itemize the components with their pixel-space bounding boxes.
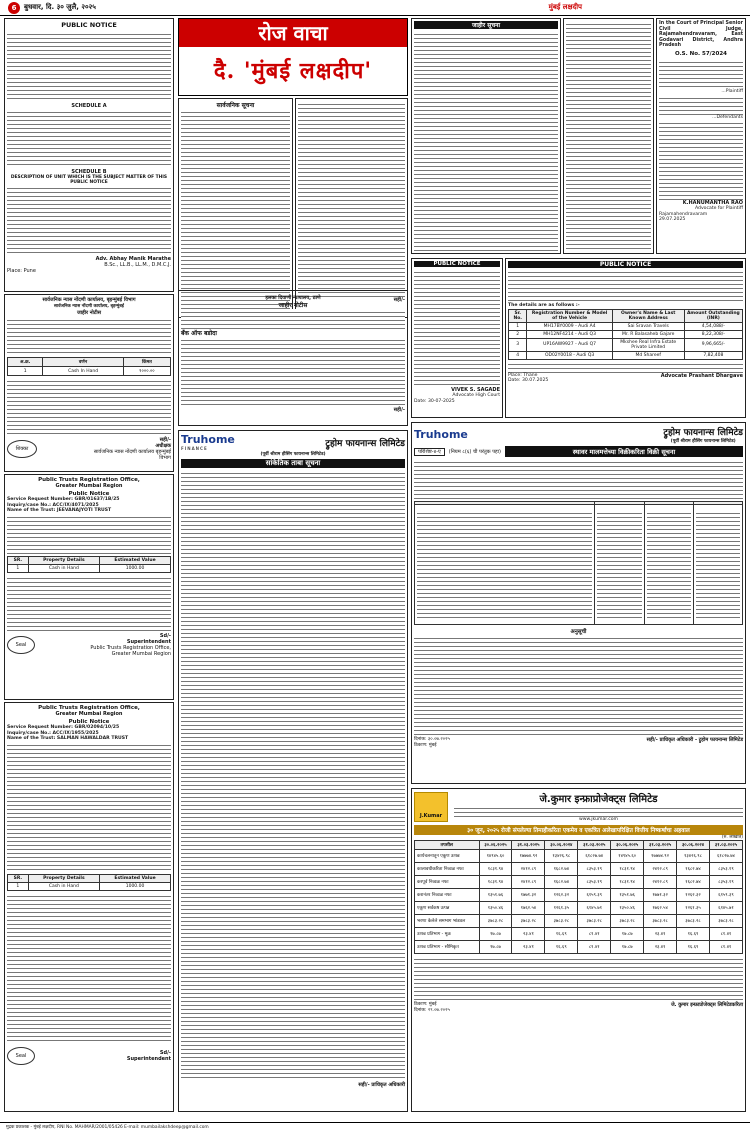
table-row [415,863,743,876]
trust-notice-english-1: Public Trusts Registration Office, Greater Mumbai Region Public Notice Service Request Number: GBR/01637/1B/25 Inquiry/case No.: ACC/IX/4071/2025 Name of the Trust: JEEVANAJYOTI TRUST SR. Property Details Estimated Value 1 Cash in Hand 1000.00 Seal Sd/- Superintendent Public Trusts Registration Office, Greater Mumbai Region [4,474,174,700]
table-cell: MH12NF4214 - Audi Q3 [527,330,612,338]
table-cell: ३७८३.२८ [677,915,710,928]
vehicle-table-header: Registration Number & Model of the Vehicle [527,309,612,322]
masthead [178,18,408,96]
table-cell: १६८२.७४ [677,876,710,889]
marathi-notice-right [563,18,654,254]
table-cell: 4,54,088/- [684,322,742,330]
table-cell: १२६१.३५ [677,902,710,915]
table-cell: १२६२.३२ [545,889,578,902]
sarvajanik-suchana-1: सार्वजनिक सूचना [178,98,293,318]
table-cell: ८१.४१ [709,928,742,941]
table-cell: १६.६९ [677,928,710,941]
table-row [415,941,743,954]
table-cell: ८१.४१ [578,941,611,954]
table-cell: ६१४५.७१ [709,902,742,915]
table-cell: 1 [509,322,527,330]
jkumar-results: J.Kumar जे.कुमार इन्फ्राप्रोजेक्ट्स लिमिटेड www.jkumar.com ३० जून, २०२५ रोजी संपलेल्या तिमाहीकरिता एकमेव व एकत्रित अलेखापरिक्षित वित्तीय निष्कर्षाचा अहवाल (रु. लाखात) तपशील ३०.०६.२०२५ ३१.०३.२०२५ ३०.०६.२०२४ ३१.०३.२०२५ ३०.०६.२०२५ ३१.०३.२०२५ ३०.०६.२०२४ ३१.०३.२०२५ कार्यचलनातून एकूण उत्पन्न १४९४५.६० १७७७४.९२ १३४२६.९८ ६१८२७.७४ १४९४५.६० १७७७४.९२ १३४२६.९८ ६१८२७.७४ कालावधीकरिता निव्वळ नफा १८३१.९४ २४१२.८९ १६८२.७४ ८३५३.१९ १८३१.९४ २४१२.८९ १६८२.७४ ८३५३.१९ करपूर्व निव्वळ नफा १८३१.९४ २४१२.८९ १६८२.७४ ८३५३.१९ १८३१.९४ २४१२.८९ १६८२.७४ ८३५३.१९ करानंतर निव्वळ नफा १३५१.७६ १७७१.३२ १२६२.३२ ६१५९.३९ १३५१.७६ १७७१.३२ १२६२.३२ ६१५९.३९ एकूण सर्वंकष उत्पन्न १३५०.४६ १७६२.५४ १२६१.३५ ६१४५.७१ १३५०.४६ १७६२.५४ १२६१.३५ ६१४५.७१ भरणा केलेले समभाग भांडवल ३७८३.२८ ३७८३.२८ ३७८३.२८ ३७८३.२८ ३७८३.२८ ३७८३.२८ ३७८३.२८ ३७८३.२८ उत्पन्न प्रतिभाग - मूळ १७.८७ २३.४१ १६.६९ ८१.४१ १७.८७ २३.४१ १६.६९ ८१.४१ उत्पन्न प्रतिभाग - सौमिकृत १७.८७ २३.४१ १६.६९ ८१.४१ १७.८७ २३.४१ १६.६९ ८१.४१ ठिकाण: मुंबई दिनांक: २९.०७.२०२५ जे. कुमार इन्फ्राप्रोजेक्ट्स लिमिटेडकरिता [411,788,746,1112]
trust-office-title: सार्वजनिक न्यास नोंदणी कार्यालय, बृहन्मुंबई विभाग [42,297,136,303]
masthead-line1: रोज वाचा [179,19,407,47]
table-row [415,889,743,902]
schedule-a: SCHEDULE A [71,103,107,109]
table-cell: ६१८२७.७४ [578,850,611,863]
notice-place: Place: Pune [7,268,36,274]
table-cell: १७७७४.९२ [644,850,677,863]
jkumar-table-header: ३०.०६.२०२५ [479,841,512,850]
table-cell: ६१८२७.७४ [709,850,742,863]
table-cell: Mkshee Real Infra Estate Private Limited [612,338,684,351]
table-cell: १७७१.३२ [512,889,545,902]
table-cell: कार्यचलनातून एकूण उत्पन्न [415,850,480,863]
table-row [415,850,743,863]
jkumar-table-header: ३१.०३.२०२५ [512,841,545,850]
table-row [509,330,743,338]
vehicle-table-header: Amount Outstanding (INR) [684,309,742,322]
table-cell: २३.४१ [644,941,677,954]
table-cell: उत्पन्न प्रतिभाग - सौमिकृत [415,941,480,954]
table-cell: १४९४५.६० [479,850,512,863]
table-cell: भरणा केलेले समभाग भांडवल [415,915,480,928]
table-row [509,351,743,359]
jkumar-table-header: ३१.०३.२०२५ [709,841,742,850]
jahir-suchana: जाहीर सूचना [411,18,561,254]
table-cell: ३७८३.२८ [578,915,611,928]
seal-stamp: शिक्का [7,440,37,458]
table-cell: Md Shareef [612,351,684,359]
vehicle-table [508,309,743,360]
table-cell: १८३१.९४ [479,863,512,876]
table-cell: १२६२.३२ [677,889,710,902]
table-cell: ३७८३.२८ [644,915,677,928]
table-cell: 3 [509,338,527,351]
table-cell: २३.४१ [644,928,677,941]
table-cell: एकूण सर्वंकष उत्पन्न [415,902,480,915]
table-cell: ६१४५.७१ [578,902,611,915]
schedule-b-sub: DESCRIPTION OF UNIT WHICH IS THE SUBJECT MATTER OF THIS PUBLIC NOTICE [10,175,168,185]
table-cell: ८१.४१ [578,928,611,941]
table-cell: ८३५३.१९ [578,876,611,889]
table-cell: उत्पन्न प्रतिभाग - मूळ [415,928,480,941]
table-cell: Sai Sravan Travels [612,322,684,330]
jkumar-table-header: ३०.०६.२०२४ [545,841,578,850]
trust-notice-english-2: Public Trusts Registration Office, Greater Mumbai Region Public Notice Service Request Number: GBR/02094/10/25 Inquiry/case No.: ACC/IX/1955/2025 Name of the Trust: SALMAN HAWALDAR TRUST SR. Property Details Estimated Value 1 Cash in Hand 1000.00 Seal Sd/- Superintendent [4,702,174,1112]
section-title: मुंबई लक्षदीप [548,3,582,11]
table-cell: 9,96,665/- [684,338,742,351]
public-notice-vivek: PUBLIC NOTICE VIVEK S. SAGADE Advocate High Court Date: 30-07-2025 [411,258,503,418]
table-cell: २४१२.८९ [512,876,545,889]
table-cell: १३५०.४६ [479,902,512,915]
jkumar-table-header: ३०.०६.२०२५ [611,841,644,850]
notice-body [7,31,171,101]
table-cell: २४१२.८९ [512,863,545,876]
sarvajanik-suchana-2: सही/- [295,98,408,318]
table-cell: १३४२६.९८ [677,850,710,863]
table-cell: १७६२.५४ [512,902,545,915]
table-cell: १३५०.४६ [611,902,644,915]
table-cell: १७.८७ [479,941,512,954]
table-cell: ८३५३.१९ [709,876,742,889]
table-cell: १६.६९ [545,928,578,941]
table-cell: ३७८३.२८ [479,915,512,928]
table-cell: १४९४५.६० [611,850,644,863]
table-row [415,928,743,941]
court-ap-notice: In the Court of Principal Senior Civil Judge, Rajamahendravaram, East Godavari District, Andhra Pradesh O.S. No. 57/2024 ...Plaintiff ...Defendants K.HANUMANTHA RAO Advocate for Plaintiff Rajamahendravaram 29.07.2025 [656,18,746,254]
table-row [415,876,743,889]
page-header [0,0,750,16]
advocate-degree: B.Sc., LL.B., LL.M., D.M.C.J. [104,262,171,268]
table-cell: १६८२.७४ [545,863,578,876]
table-cell: १२६१.३५ [545,902,578,915]
page-date: बुधवार, दि. ३० जुलै, २०२५ [24,3,96,11]
table-cell: २४१२.८९ [644,863,677,876]
trust-office-sub: सार्वजनिक न्यास नोंदणी कार्यालय, बृहन्मुंबई [54,304,124,309]
table-cell: १३५१.७६ [611,889,644,902]
table-cell: ३७८३.२८ [545,915,578,928]
table-cell: ३७८३.२८ [512,915,545,928]
table-cell: करानंतर निव्वळ नफा [415,889,480,902]
table-cell: १६८२.७४ [677,863,710,876]
table-cell: १३५१.७६ [479,889,512,902]
table-cell: १७.८७ [479,928,512,941]
table-cell: 7,82,408 [684,351,742,359]
table-cell: ६१५९.३९ [578,889,611,902]
table-cell: १८३१.९४ [611,876,644,889]
table-row [509,322,743,330]
table-cell: कालावधीकरिता निव्वळ नफा [415,863,480,876]
table-cell: १७७१.३२ [644,889,677,902]
table-cell: १७७७४.९२ [512,850,545,863]
table-cell: १७६२.५४ [644,902,677,915]
public-notice-col1 [4,18,174,292]
truhome-possession-notice: Truhome FINANCE ट्रुहोम फायनान्स लिमिटेड (पूर्वी श्रीराम हौसिंग फायनान्स लिमिटेड) सांकेतिक ताबा सूचना सही/- प्राधिकृत अधिकारी [178,430,408,1112]
table-cell: ३७८३.२८ [611,915,644,928]
table-cell: ८३५३.१९ [578,863,611,876]
table-cell: २४१२.८९ [644,876,677,889]
table-cell: १६.६९ [545,941,578,954]
table-cell: MH17BY0009 - Audi A4 [527,322,612,330]
page-number: 6 [8,2,20,14]
table-cell: १६८२.७४ [545,876,578,889]
masthead-line2: दै. 'मुंबई लक्षदीप' [213,58,373,84]
table-cell: 4 [509,351,527,359]
table-cell: ८३५३.१९ [709,863,742,876]
table-cell: ३७८३.२८ [709,915,742,928]
table-cell: २३.४१ [512,941,545,954]
table-cell: १८३१.९४ [479,876,512,889]
table-cell: करपूर्व निव्वळ नफा [415,876,480,889]
table-cell: 2 [509,330,527,338]
vehicle-table-header: Owner's Name & Last Known Address [612,309,684,322]
vehicle-table-header: Sr. No. [509,309,527,322]
table-cell: १७.८७ [611,941,644,954]
table-cell: १३४२६.९८ [545,850,578,863]
page-footer: मुद्रक प्रकाशक - मुंबई लक्षदीप, RNI No. MAHMAR/2001/05426 E-mail: mumbailakshdeep@gmail.com [0,1122,750,1148]
jahir-notice: जाहीर नोटीस [76,310,101,316]
table-cell: ६१५९.३९ [709,889,742,902]
table-row [415,915,743,928]
jkumar-table-header: तपशील [415,841,480,850]
court-notice: हलका दिवाणी न्यायालय, ठाणे जाहीर नोटीस बँक ऑफ बडोदा सही/- [178,290,408,426]
jkumar-logo: J.Kumar [414,792,448,822]
jkumar-table-header: ३१.०३.२०२५ [578,841,611,850]
table-cell: OD02Y0018 - Audi Q3 [527,351,612,359]
trust-table: अ.क्र. वर्णन किंमत 1 Cash In Hand १०००.०० [7,357,171,376]
table-cell: ८१.४१ [709,941,742,954]
table-cell: २३.४१ [512,928,545,941]
jkumar-table [414,840,743,954]
notice-title: PUBLIC NOTICE [61,21,117,29]
table-cell: १६.६९ [677,941,710,954]
table-cell: 8,22,308/- [684,330,742,338]
schedule-b: SCHEDULE B [71,169,107,175]
advocate-name: Adv. Abhay Manik Marathe [95,256,171,262]
table-row [509,338,743,351]
table-cell: UP16AW9927 - Audi Q7 [527,338,612,351]
jkumar-table-header: ३१.०३.२०२५ [644,841,677,850]
vehicle-public-notice: PUBLIC NOTICE The details are as follows :- Sr. No. Registration Number & Model of the Vehicle Owner's Name & Last Known Address Amount Outstanding (INR) 1 MH17BY0009 - Audi A4 Sai Sravan Travels 4,54,088/- 2 MH12NF4214 - Audi Q3 Mr. R Balasaheb Gajare 8,22,308/- 3 UP16AW9927 - Audi Q7 Mkshee Real Infra Estate Private Limited 9,96,665/- 4 OD02Y0018 - Audi Q3 Md Shareef 7,82,408 Place: Thane Date: 30.07.2025 Advocate Prashant Dhargave [505,258,746,418]
table-cell: Mr. R Balasaheb Gajare [612,330,684,338]
trust-notice-marathi: सार्वजनिक न्यास नोंदणी कार्यालय, बृहन्मुंबई विभाग सार्वजनिक न्यास नोंदणी कार्यालय, बृहन्मुंबई जाहीर नोटीस अ.क्र. वर्णन किंमत 1 Cash In Hand १०००.०० शिक्का सही/- अधीक्षक सार्वजनिक न्यास नोंदणी कार्यालय बृहन्मुंबई विभाग [4,294,174,472]
truhome-logo: Truhome FINANCE [181,433,235,451]
table-cell: १७.८७ [611,928,644,941]
truhome-sale-notice: Truhome ट्रुहोम फायनान्स लिमिटेड (पूर्वी श्रीराम हौसिंग फायनान्स लिमिटेड) परिशिष्ट-४-ए (नियम ८(६) ची परंतुक पहा) स्थावर मालमत्तेच्या विक्रीकरिता विक्री सूचना अनुसूची दिनांक: ३०.०७.२०२५ ठिकाण: मुंबई सही/- प्राधिकृत अधिकारी - ट्रुहोम फायनान्स लिमिटेड [411,422,746,784]
table-cell: १८३१.९४ [611,863,644,876]
table-row [415,902,743,915]
jkumar-table-header: ३०.०६.२०२४ [677,841,710,850]
